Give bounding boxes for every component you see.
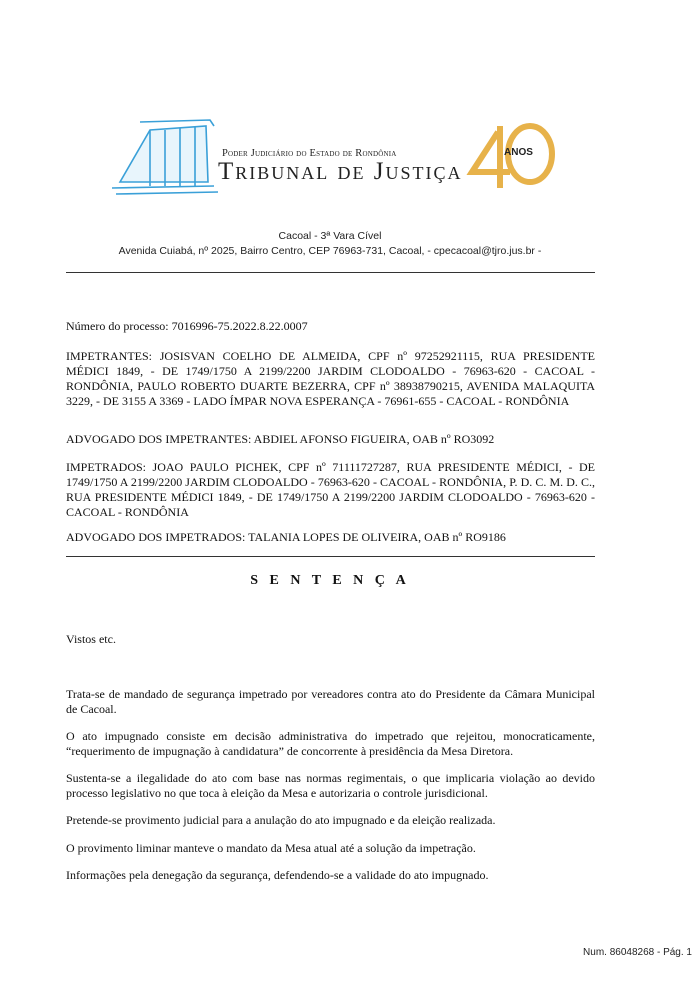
anniversary-label: ANOS bbox=[504, 147, 533, 158]
sentence-title: S E N T E N Ç A bbox=[250, 573, 410, 588]
court-name: Cacoal - 3ª Vara Cível bbox=[278, 230, 382, 242]
vistos: Vistos etc. bbox=[66, 632, 116, 646]
respondents: IMPETRADOS: JOAO PAULO PICHEK, CPF nº 71111727287, RUA PRESIDENTE MÉDICI, - DE 1749/1750 A 2199/2200 JARDIM CLODOALDO - 76963-620 - CACOAL - RONDÔNIA, P. D. C. M. D. C., RUA PRESIDENTE MÉDICI 1849, - DE 1749/1750 A 2199/2200 JARDIM CLODOALDO - 76963-620 - CACOAL - RONDÔNIA bbox=[66, 460, 595, 519]
paragraph: O provimento liminar manteve o mandato da Mesa atual até a solução da impetração. bbox=[66, 841, 476, 855]
paragraph: O ato impugnado consiste em decisão administrativa do impetrado que rejeitou, monocraticamente, “requerimento de impugnação à candidatura” de concorrente à presidência da Mesa Diretora. bbox=[66, 729, 595, 758]
respondents-lawyer: ADVOGADO DOS IMPETRADOS: TALANIA LOPES DE OLIVEIRA, OAB nº RO9186 bbox=[66, 530, 506, 544]
case-divider bbox=[66, 556, 595, 557]
process-number: Número do processo: 7016996-75.2022.8.22.0007 bbox=[66, 319, 308, 333]
paragraph: Trata-se de mandado de segurança impetrado por vereadores contra ato do Presidente da Câmara Municipal de Cacoal. bbox=[66, 687, 595, 716]
building-icon bbox=[112, 120, 218, 194]
logo-line-2: Tribunal de Justiça bbox=[218, 158, 463, 185]
petitioners-lawyer: ADVOGADO DOS IMPETRANTES: ABDIEL AFONSO FIGUEIRA, OAB nº RO3092 bbox=[66, 432, 495, 446]
logo-line-1: Poder Judiciário do Estado de Rondônia bbox=[222, 148, 397, 159]
paragraph: Pretende-se provimento judicial para a anulação do ato impugnado e da eleição realizada. bbox=[66, 813, 496, 827]
paragraph: Informações pela denegação da segurança, defendendo-se a validade do ato impugnado. bbox=[66, 868, 489, 882]
court-address: Avenida Cuiabá, nº 2025, Bairro Centro, CEP 76963-731, Cacoal, - cpecacoal@tjro.jus.br - bbox=[118, 245, 542, 257]
paragraph: Sustenta-se a ilegalidade do ato com base nas normas regimentais, o que implicaria violação ao devido processo legislativo no que toca à eleição da Mesa e autorizaria o controle jurisdicional. bbox=[66, 771, 595, 800]
header-divider bbox=[66, 272, 595, 273]
petitioners: IMPETRANTES: JOSISVAN COELHO DE ALMEIDA, CPF nº 97252921115, RUA PRESIDENTE MÉDICI 1849, - DE 1749/1750 A 2199/2200 JARDIM CLODOALDO - 76963-620 - CACOAL - RONDÔNIA, PAULO ROBERTO DUARTE BEZERRA, CPF nº 38938790215, AVENIDA MALAQUITA 3229, - DE 3155 A 3369 - LADO ÍMPAR NOVA ESPERANÇA - 76961-655 - CACOAL - RONDÔNIA bbox=[66, 349, 595, 408]
page-reference: Num. 86048268 - Pág. 1 bbox=[583, 947, 692, 958]
